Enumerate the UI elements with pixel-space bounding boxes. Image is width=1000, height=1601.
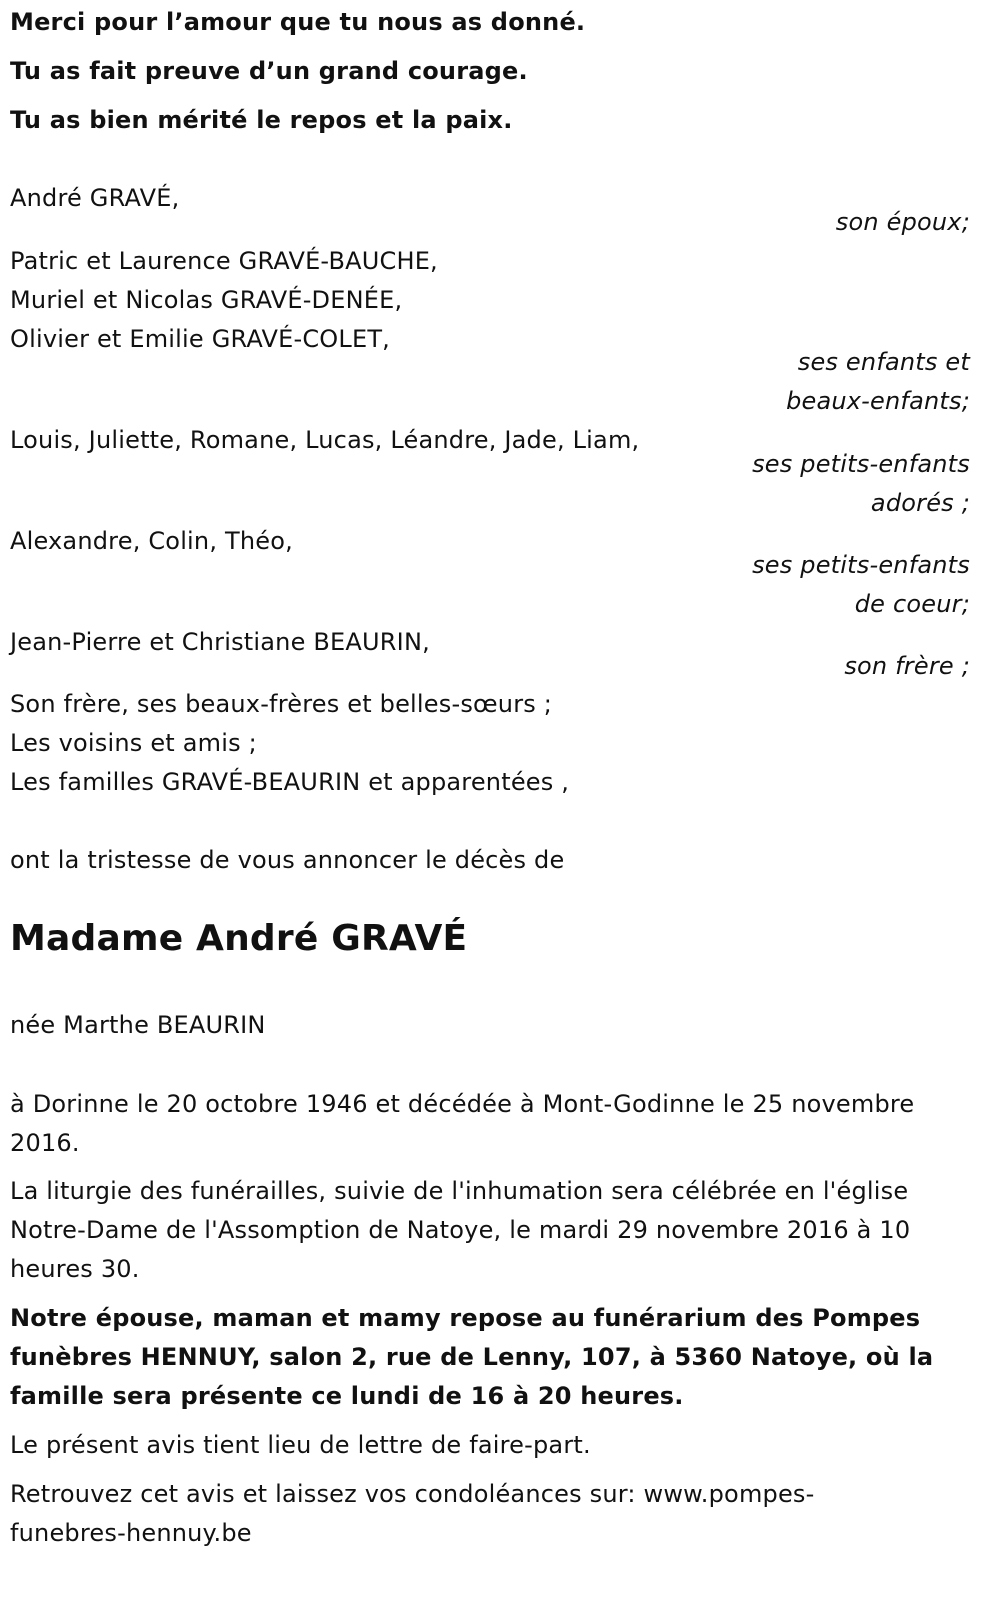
deceased-name: Madame André GRAVÉ xyxy=(10,918,468,959)
family-role: ses petits-enfants de coeur; xyxy=(752,551,970,618)
family-role: son époux; xyxy=(835,208,970,236)
condolences-text: Retrouvez cet avis et laissez vos condoléances sur: www.pompes-funebres-hennuy.be xyxy=(10,1480,815,1547)
notice-text: Le présent avis tient lieu de lettre de faire-part. xyxy=(10,1431,591,1459)
opening-verse: Merci pour l’amour que tu nous as donné. xyxy=(10,8,586,36)
family-names: Louis, Juliette, Romane, Lucas, Léandre, Jade, Liam, xyxy=(10,426,640,454)
birth-death-text: à Dorinne le 20 octobre 1946 et décédée à Mont-Godinne le 25 novembre 2016. xyxy=(10,1090,915,1157)
family-names: Patric et Laurence GRAVÉ-BAUCHE, Muriel et Nicolas GRAVÉ-DENÉE, Olivier et Emilie GRAVÉ-COLET, xyxy=(10,247,438,353)
maiden-name: née Marthe BEAURIN xyxy=(10,1011,266,1039)
announcement: ont la tristesse de vous annoncer le décès de xyxy=(10,846,565,874)
opening-verse: Tu as bien mérité le repos et la paix. xyxy=(10,106,513,134)
family-role: son frère ; xyxy=(844,652,970,680)
family-names: Jean-Pierre et Christiane BEAURIN, xyxy=(10,628,430,656)
family-role: ses petits-enfants adorés ; xyxy=(752,450,970,517)
rest-place-text: Notre épouse, maman et mamy repose au funérarium des Pompes funèbres HENNUY, salon 2, rue de Lenny, 107, à 5360 Natoye, où la famille sera présente ce lundi de 16 à 20 heures. xyxy=(10,1304,934,1410)
liturgy-text: La liturgie des funérailles, suivie de l'inhumation sera célébrée en l'église Notre-Dame de l'Assomption de Natoye, le mardi 29 novembre 2016 à 10 heures 30. xyxy=(10,1177,911,1283)
other-mourners: Son frère, ses beaux-frères et belles-sœurs ; Les voisins et amis ; Les familles GRAVÉ-BEAURIN et apparentées , xyxy=(10,690,570,796)
opening-verse: Tu as fait preuve d’un grand courage. xyxy=(10,57,528,85)
family-names: André GRAVÉ, xyxy=(10,184,180,212)
family-names: Alexandre, Colin, Théo, xyxy=(10,527,293,555)
family-role: ses enfants et beaux-enfants; xyxy=(786,348,970,415)
